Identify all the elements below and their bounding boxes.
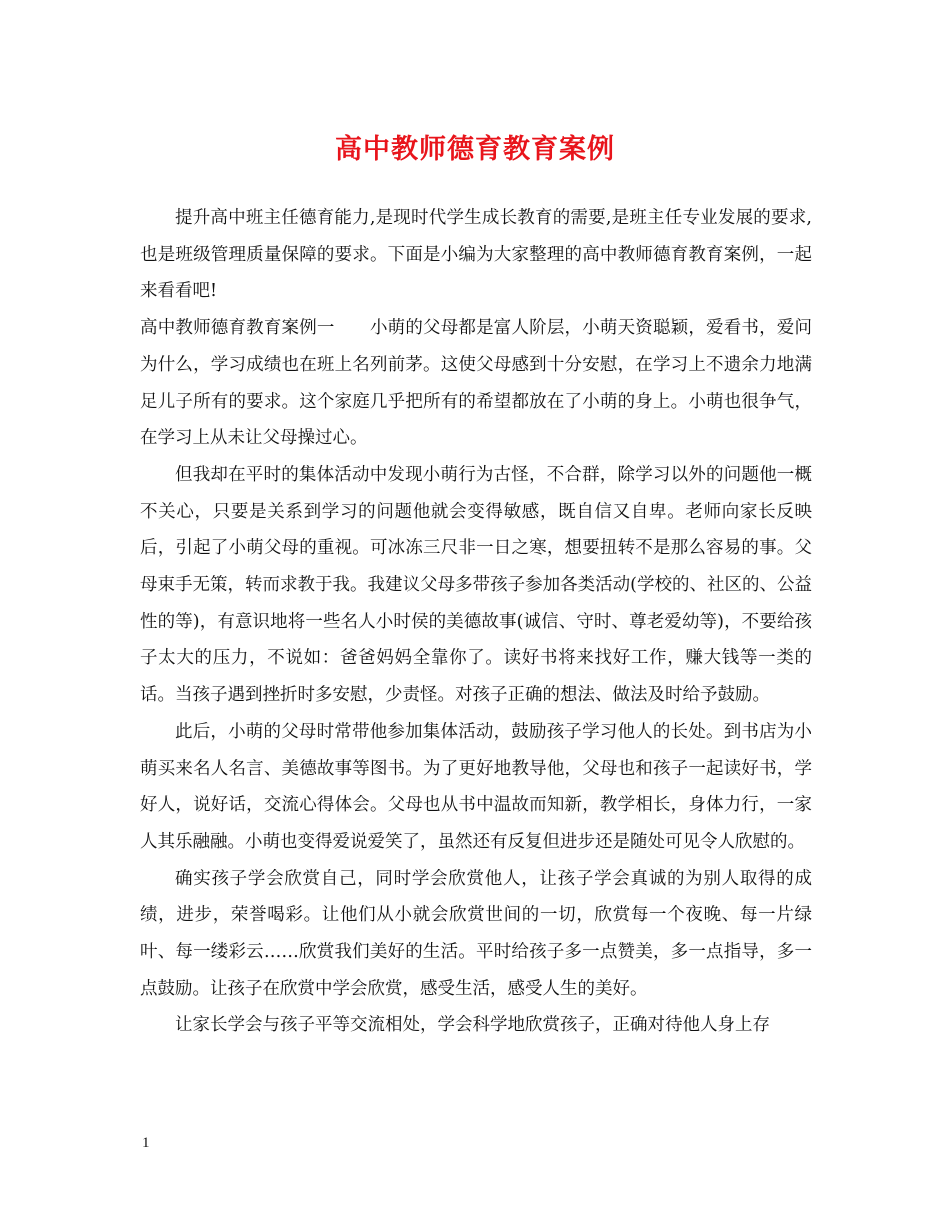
document-body [140,200,812,1044]
page-number: 1 [142,1135,150,1151]
paragraph-problem: 但我却在平时的集体活动中发现小萌行为古怪，不合群，除学习以外的问题他一概不关心，只要是关系到学习的问题他就会变得敏感，既自信又自卑。老师向家长反映后，引起了小萌父母的重视。可冰冻三尺非一日之寒，想要扭转不是那么容易的事。父母束手无策，转而求教于我。我建议父母多带孩子参加各类活动(学校的、社区的、公益性的等)，有意识地将一些名人小时侯的美德故事(诚信、守时、尊老爱幼等)，不要给孩子太大的压力，不说如：爸爸妈妈全靠你了。读好书将来找好工作，赚大钱等一类的话。当孩子遇到挫折时多安慰，少责怪。对孩子正确的想法、做法及时给予鼓励。 [140,464,812,706]
paragraph-intro: 提升高中班主任德育能力,是现时代学生成长教育的需要,是班主任专业发展的要求,也是班级管理质量保障的要求。下面是小编为大家整理的高中教师德育教育案例，一起来看看吧! [140,208,812,302]
paragraph-progress: 此后，小萌的父母时常带他参加集体活动，鼓励孩子学习他人的长处。到书店为小萌买来名人名言、美德故事等图书。为了更好地教导他，父母也和孩子一起读好书，学好人，说好话，交流心得体会。父母也从书中温故而知新，教学相长，身体力行，一家人其乐融融。小萌也变得爱说爱笑了，虽然还有反复但进步还是随处可见令人欣慰的。 [140,721,812,852]
paragraph-case-one: 高中教师德育教育案例一 小萌的父母都是富人阶层，小萌天资聪颖，爱看书，爱问为什么，学习成绩也在班上名列前茅。这使父母感到十分安慰，在学习上不遗余力地满足儿子所有的要求。这个家庭几乎把所有的希望都放在了小萌的身上。小萌也很争气，在学习上从未让父母操过心。 [140,318,812,449]
paragraph-appreciation: 确实孩子学会欣赏自己，同时学会欣赏他人，让孩子学会真诚的为别人取得的成绩，进步，荣誉喝彩。让他们从小就会欣赏世间的一切，欣赏每一个夜晚、每一片绿叶、每一缕彩云……欣赏我们美好的生活。平时给孩子多一点赞美，多一点指导，多一点鼓励。让孩子在欣赏中学会欣赏，感受生活，感受人生的美好。 [140,868,812,999]
document-title: 高中教师德育教育案例 [335,134,615,165]
paragraph-equal-communication: 让家长学会与孩子平等交流相处，学会科学地欣赏孩子，正确对待他人身上存 [175,1015,770,1036]
